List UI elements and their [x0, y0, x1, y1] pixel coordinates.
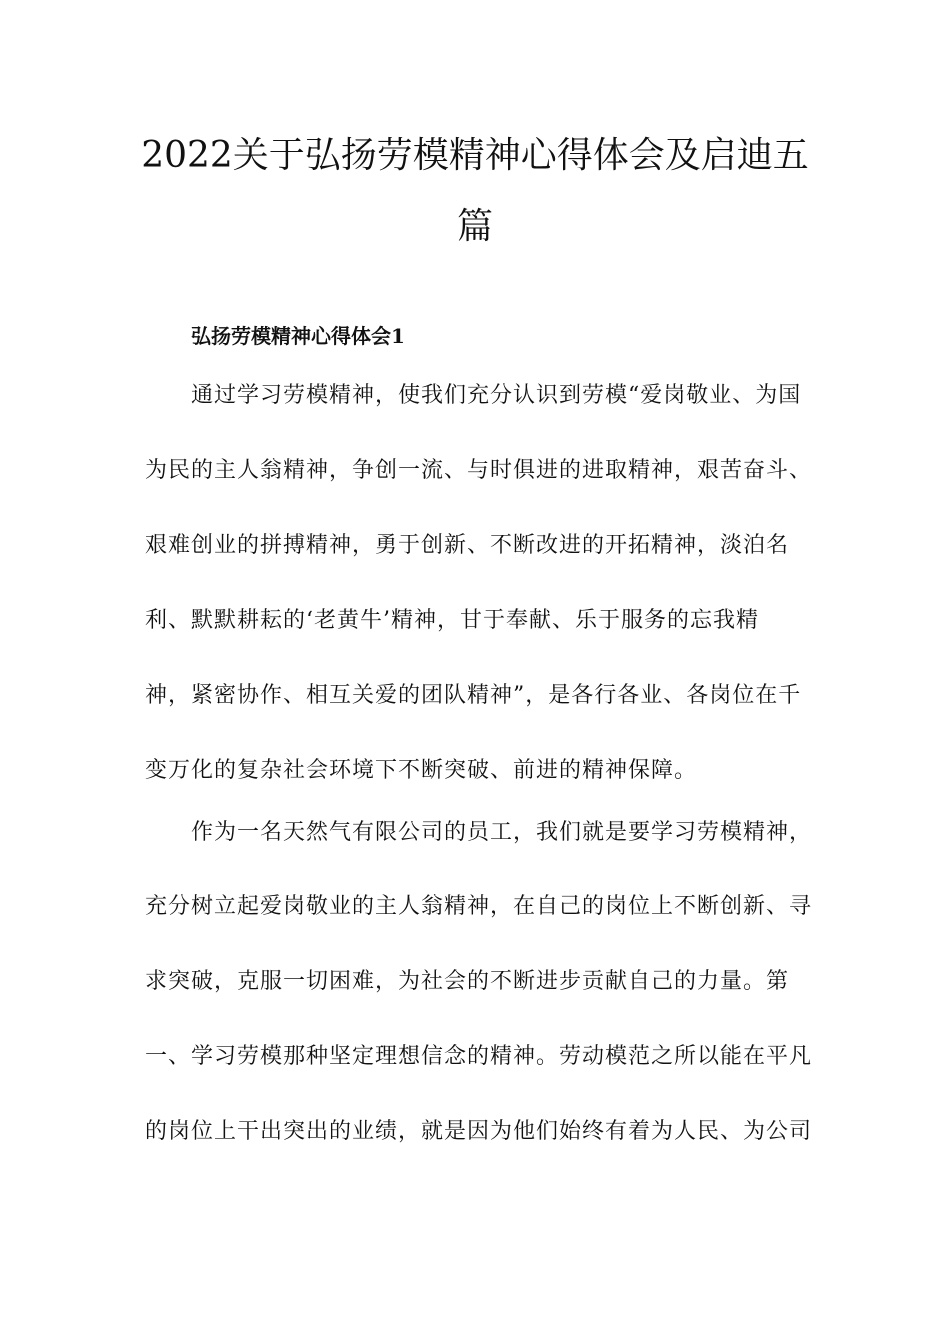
paragraph-line: 充分树立起爱岗敬业的主人翁精神，在自己的岗位上不断创新、寻 — [145, 894, 813, 919]
paragraph-line: 变万化的复杂社会环境下不断突破、前进的精神保障。 — [145, 758, 698, 783]
paragraph-line: 为民的主人翁精神，争创一流、与时俱进的进取精神，艰苦奋斗、 — [145, 458, 813, 483]
paragraph-line: 的岗位上干出突出的业绩，就是因为他们始终有着为人民、为公司 — [145, 1119, 813, 1144]
paragraph-line: 神，紧密协作、相互关爱的团队精神”，是各行各业、各岗位在千 — [145, 683, 802, 708]
paragraph-line: 艰难创业的拼搏精神，勇于创新、不断改进的开拓精神，淡泊名 — [145, 533, 790, 558]
section-heading: 弘扬劳模精神心得体会1 — [191, 324, 405, 348]
paragraph-line: 利、默默耕耘的‘老黄牛’精神，甘于奉献、乐于服务的忘我精 — [145, 608, 759, 633]
document-title-line-2: 篇 — [456, 206, 493, 247]
document-title-line-1: 2022关于弘扬劳模精神心得体会及启迪五 — [141, 135, 809, 176]
paragraph-line: 作为一名天然气有限公司的员工，我们就是要学习劳模精神， — [191, 820, 813, 845]
paragraph-line: 通过学习劳模精神，使我们充分认识到劳模“爱岗敬业、为国 — [191, 383, 802, 408]
paragraph-line: 求突破，克服一切困难，为社会的不断进步贡献自己的力量。第 — [145, 969, 790, 994]
paragraph-line: 一、学习劳模那种坚定理想信念的精神。劳动模范之所以能在平凡 — [145, 1044, 813, 1069]
